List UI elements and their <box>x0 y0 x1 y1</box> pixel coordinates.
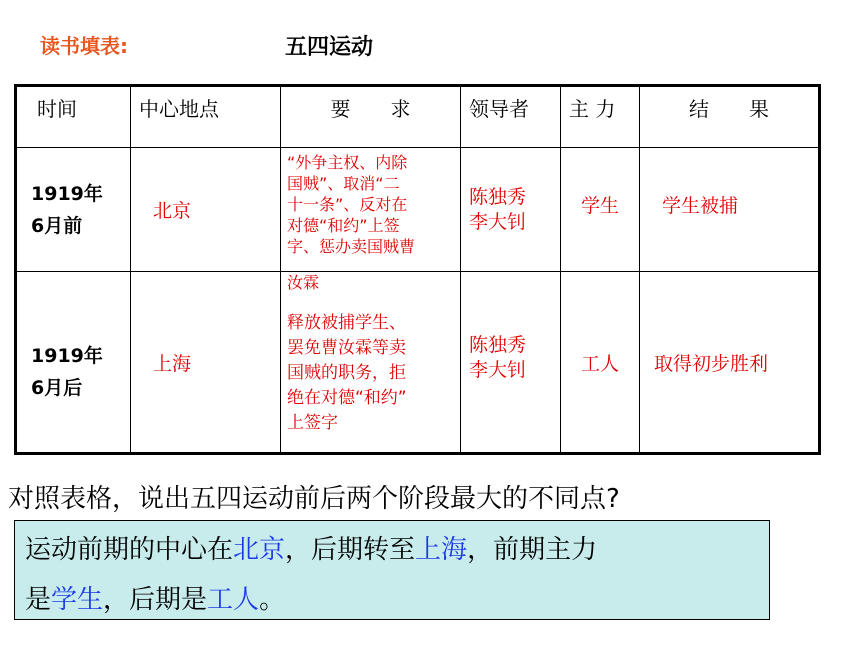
result-cell: 学生被捕 <box>640 148 820 272</box>
header-time: 时间 <box>16 86 131 148</box>
header-demand: 要 求 <box>281 86 461 148</box>
demand-cell: 汝霖 释放被捕学生、 罢免曹汝霖等卖 国贼的职务，拒 绝在对德“和约” 上签字 <box>281 272 461 454</box>
question-text: 对照表格，说出五四运动前后两个阶段最大的不同点? <box>8 484 620 514</box>
answer-force-1: 学生 <box>51 585 104 615</box>
table-header-row <box>16 86 820 148</box>
time-cell: 1919年 6月后 <box>16 272 131 454</box>
instruction-label: 读书填表: <box>40 34 128 58</box>
demand-cell: “外争主权、内除 国贼”、取消“二 十一条”、反对在 对德“和约”上签 字、惩办卖国贼曹 <box>281 148 461 272</box>
location-cell: 上海 <box>131 272 281 454</box>
header-leader: 领导者 <box>461 86 561 148</box>
header-result: 结 果 <box>640 86 820 148</box>
header-main-force: 主 力 <box>561 86 640 148</box>
may-fourth-table <box>14 84 821 455</box>
table-row <box>16 148 820 272</box>
answer-force-2: 工人 <box>207 585 260 615</box>
answer-place-1: 北京 <box>233 535 286 565</box>
slide-title: 五四运动 <box>285 35 374 60</box>
answer-box <box>14 520 770 620</box>
main-force-cell: 学生 <box>561 148 640 272</box>
answer-line-1: 运动前期的中心在北京，后期转至上海，前期主力 <box>25 535 598 565</box>
leader-cell: 陈独秀 李大钊 <box>461 148 561 272</box>
answer-place-2: 上海 <box>415 535 468 565</box>
table-row <box>16 272 820 454</box>
header-location: 中心地点 <box>131 86 281 148</box>
answer-line-2: 是学生，后期是工人。 <box>25 585 286 615</box>
result-cell: 取得初步胜利 <box>640 272 820 454</box>
main-force-cell: 工人 <box>561 272 640 454</box>
leader-cell: 陈独秀 李大钊 <box>461 272 561 454</box>
time-cell: 1919年 6月前 <box>16 148 131 272</box>
location-cell: 北京 <box>131 148 281 272</box>
